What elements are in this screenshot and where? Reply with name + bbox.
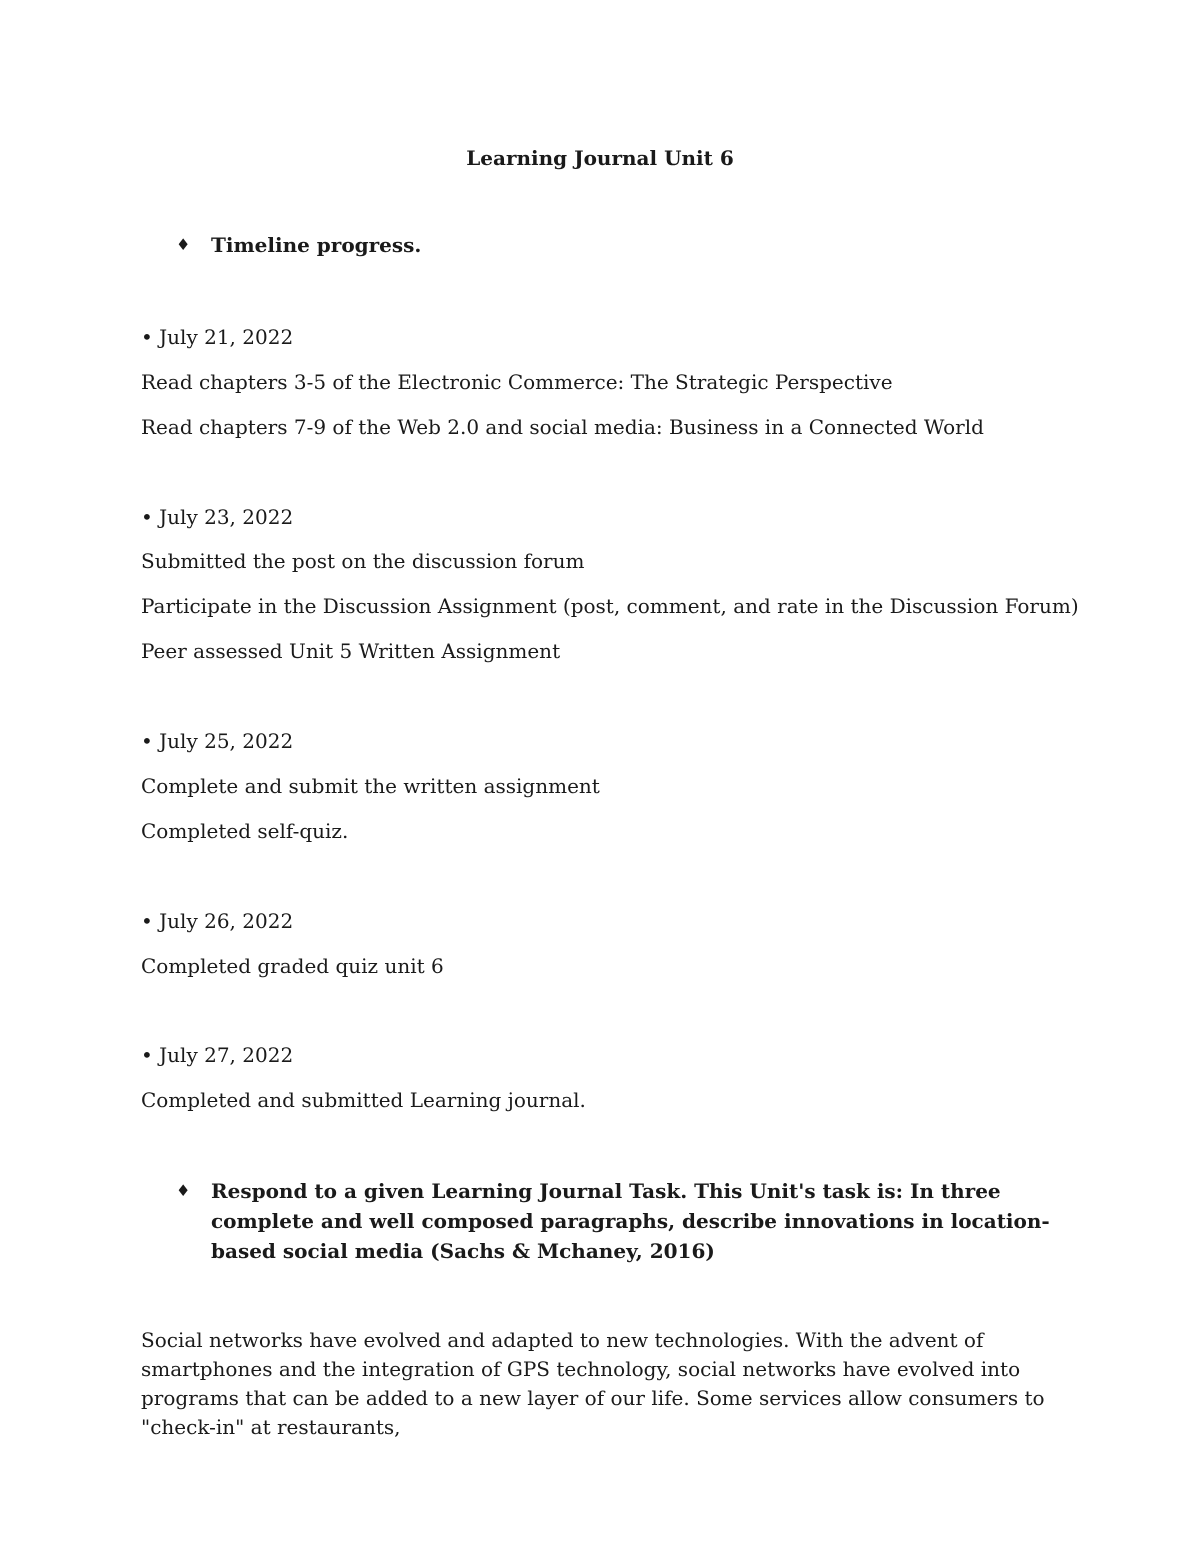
timeline-item: Peer assessed Unit 5 Written Assignment (141, 639, 561, 663)
timeline-item: Read chapters 3-5 of the Electronic Commerce: The Strategic Perspective (141, 370, 893, 394)
timeline-item: Completed and submitted Learning journal. (141, 1088, 586, 1112)
diamond-bullet-icon: ♦ (176, 235, 191, 254)
timeline-item: Participate in the Discussion Assignment (post, comment, and rate in the Discussion Forum) (141, 594, 1079, 618)
section-heading-text: Timeline progress. (211, 233, 422, 257)
section-heading-text: Respond to a given Learning Journal Task. This Unit's task is: In three complete and well composed paragraphs, describe innovations in location-based social media (Sachs & Mchaney, 2016) (211, 1179, 1050, 1263)
timeline-item: Completed self-quiz. (141, 819, 349, 843)
document-title: Learning Journal Unit 6 (466, 146, 734, 170)
body-paragraph: Social networks have evolved and adapted to new technologies. With the advent of smartphones and the integration of GPS technology, social networks have evolved into programs that can be added to a new layer of our life. Some services allow consumers to "check-in" at restaurants, (141, 1328, 1045, 1439)
timeline-item: Read chapters 7-9 of the Web 2.0 and social media: Business in a Connected World (141, 415, 984, 439)
timeline-item: Submitted the post on the discussion forum (141, 549, 585, 573)
timeline-date: • July 26, 2022 (141, 909, 294, 933)
timeline-date: • July 23, 2022 (141, 505, 294, 529)
timeline-item: Complete and submit the written assignment (141, 774, 600, 798)
timeline-date: • July 25, 2022 (141, 729, 294, 753)
section-heading-timeline (176, 230, 1056, 260)
timeline-item: Completed graded quiz unit 6 (141, 954, 444, 978)
section-heading-task (176, 1176, 1056, 1266)
timeline-date: • July 21, 2022 (141, 325, 294, 349)
diamond-bullet-icon: ♦ (176, 1181, 191, 1200)
timeline-date: • July 27, 2022 (141, 1043, 294, 1067)
